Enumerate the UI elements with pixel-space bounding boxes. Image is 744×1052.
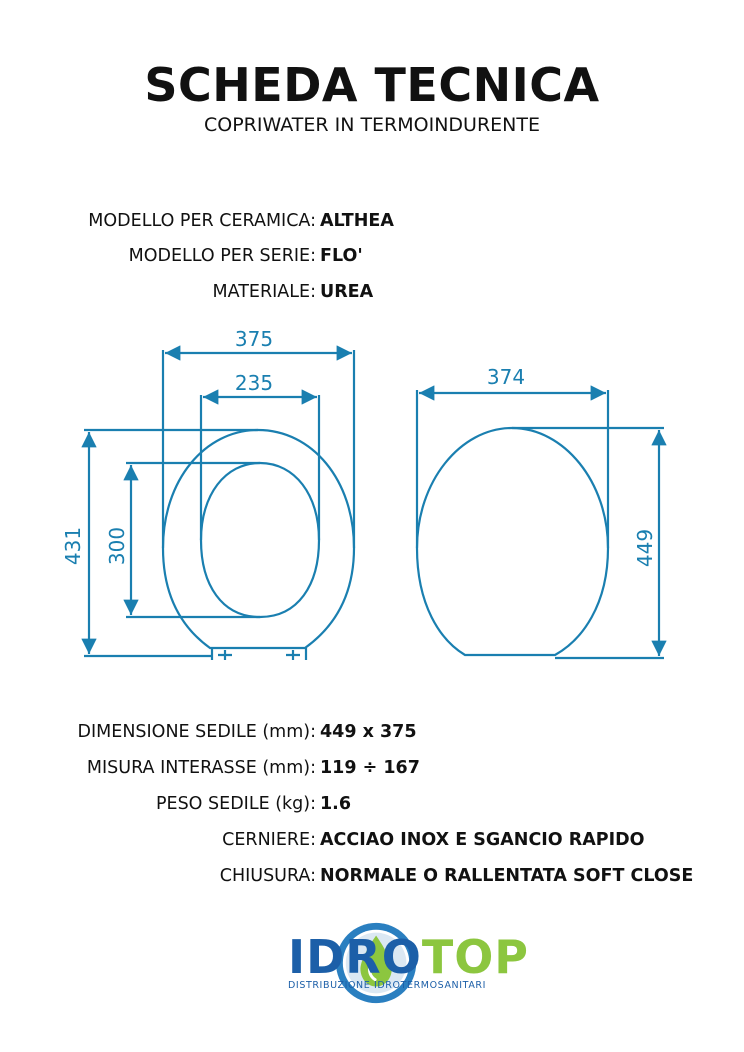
- spec-value: 1.6: [320, 794, 352, 814]
- spec-row-materiale: [0, 282, 744, 308]
- spec-value: ALTHEA: [320, 211, 394, 231]
- spec-label: DIMENSIONE SEDILE (mm):: [77, 722, 316, 742]
- logo-tagline: DISTRIBUZIONE IDROTERMOSANITARI: [288, 980, 487, 991]
- spec-label: MATERIALE:: [212, 282, 316, 302]
- technical-drawing: [0, 320, 744, 680]
- spec-value: 119 ÷ 167: [320, 758, 420, 778]
- spec-row-dimensione: [0, 722, 744, 748]
- dim-label-inner-length: 300: [105, 526, 129, 566]
- logo-word-part1: IDRO: [288, 930, 422, 984]
- spec-value: 449 x 375: [320, 722, 417, 742]
- hinge-left: [212, 648, 232, 660]
- dim-label-inner-width: 235: [234, 371, 274, 395]
- spec-value: ACCIAO INOX E SGANCIO RAPIDO: [320, 830, 645, 850]
- spec-label: MISURA INTERASSE (mm):: [86, 758, 316, 778]
- dim-label-cover-width: 374: [486, 365, 526, 389]
- spec-label: PESO SEDILE (kg):: [155, 794, 316, 814]
- spec-label: CERNIERE:: [222, 830, 316, 850]
- spec-label: CHIUSURA:: [219, 866, 316, 886]
- dim-label-outer-length: 431: [61, 526, 85, 566]
- hinge-right: [286, 648, 306, 660]
- spec-label: MODELLO PER SERIE:: [128, 246, 316, 266]
- page-title: SCHEDA TECNICA: [144, 58, 600, 112]
- cover-outline: [417, 428, 608, 655]
- dim-label-cover-length: 449: [633, 528, 657, 568]
- spec-row-modello-serie: [0, 246, 744, 272]
- spec-row-interasse: [0, 758, 744, 784]
- spec-value: NORMALE O RALLENTATA SOFT CLOSE: [320, 866, 694, 886]
- spec-row-cerniere: [0, 830, 744, 856]
- seat-inner-outline: [201, 463, 319, 617]
- page-subtitle: COPRIWATER IN TERMOINDURENTE: [203, 114, 540, 136]
- spec-row-modello-ceramica: [0, 211, 744, 237]
- idrotop-logo-wordmark: [288, 930, 529, 984]
- spec-label: MODELLO PER CERAMICA:: [88, 211, 316, 231]
- spec-value: FLO': [320, 246, 363, 266]
- spec-row-peso: [0, 794, 744, 820]
- spec-value: UREA: [320, 282, 374, 302]
- dim-label-outer-width: 375: [234, 327, 274, 351]
- spec-row-chiusura: [0, 866, 744, 892]
- logo-word-part2: TOP: [421, 930, 530, 984]
